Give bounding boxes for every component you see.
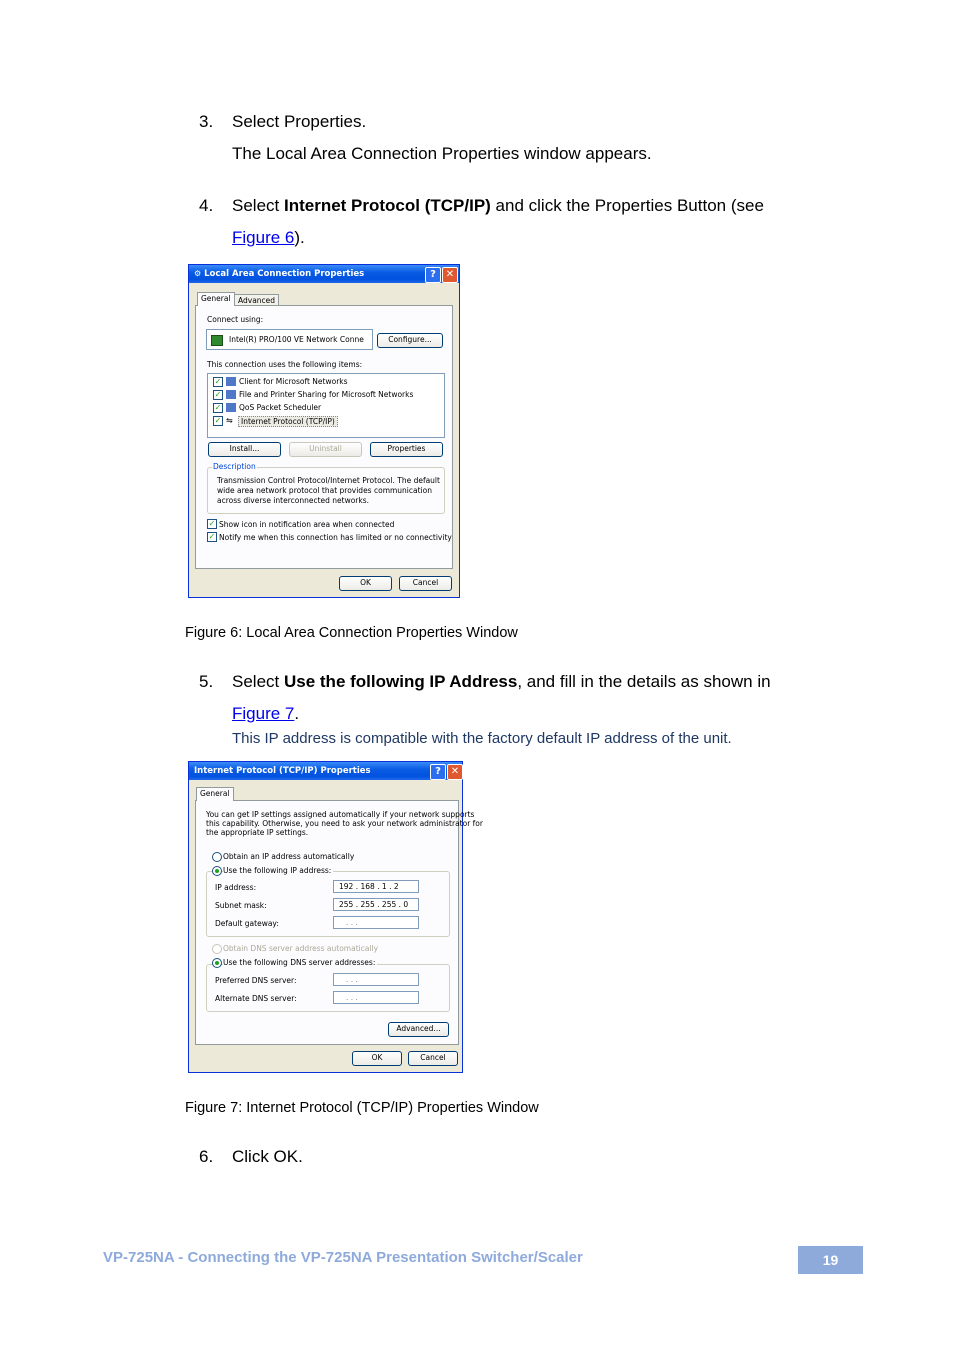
- step-3: [199, 112, 839, 162]
- step-text-pre: Select: [232, 672, 284, 691]
- notify-label: Notify me when this connection has limited or no connectivity: [219, 533, 452, 542]
- figure-7-link[interactable]: Figure 7: [232, 704, 295, 723]
- subnet-mask-label: Subnet mask:: [215, 901, 267, 910]
- dns-group: [206, 964, 450, 1012]
- description-label: Description: [213, 462, 256, 471]
- ok-button[interactable]: OK: [339, 576, 392, 591]
- step-text-end: ).: [294, 228, 305, 247]
- step-number: 5.: [199, 672, 214, 691]
- step-text-end: .: [294, 704, 300, 723]
- adapter-name: Intel(R) PRO/100 VE Network Conne: [229, 335, 364, 344]
- obtain-ip-label: Obtain an IP address automatically: [223, 852, 355, 861]
- alternate-dns-field[interactable]: . . .: [333, 991, 419, 1004]
- step-note: This IP address is compatible with the factory default IP address of the unit.: [232, 730, 732, 747]
- step-subtext: The Local Area Connection Properties window appears.: [232, 144, 652, 163]
- step-text-post: and click the Properties Button (see: [490, 196, 764, 215]
- notify-checkbox[interactable]: ✓: [208, 532, 216, 541]
- description-line: across diverse interconnected networks.: [217, 496, 370, 505]
- step-text-line2: [232, 228, 305, 248]
- step-5: [199, 672, 839, 750]
- step-text-line2: [232, 704, 299, 724]
- tab-general[interactable]: General: [196, 787, 234, 801]
- connect-using-label: Connect using:: [207, 315, 264, 324]
- step-text-pre: Select: [232, 196, 284, 215]
- show-icon-label: Show icon in notification area when connected: [219, 520, 395, 529]
- alternate-dns-label: Alternate DNS server:: [215, 994, 297, 1003]
- figure-7-caption: Figure 7: Internet Protocol (TCP/IP) Properties Window: [185, 1100, 539, 1116]
- step-4: [199, 196, 839, 251]
- page-footer-text: VP-725NA - Connecting the VP-725NA Presentation Switcher/Scaler: [103, 1249, 583, 1266]
- intro-line: the appropriate IP settings.: [206, 828, 309, 837]
- general-panel: [195, 800, 483, 1045]
- obtain-dns-radio[interactable]: [212, 944, 222, 954]
- step-6: [199, 1147, 839, 1169]
- checkbox[interactable]: ✓: [214, 377, 222, 386]
- checkbox[interactable]: ✓: [214, 390, 222, 399]
- properties-button[interactable]: Properties: [370, 442, 443, 457]
- step-text: [232, 196, 764, 216]
- use-dns-label: Use the following DNS server addresses:: [223, 958, 376, 967]
- qos-icon: [226, 403, 236, 412]
- page-number: 19: [798, 1246, 863, 1274]
- description-line: wide area network protocol that provides communication: [217, 486, 432, 495]
- intro-line: this capability. Otherwise, you need to ask your network administrator for: [206, 819, 483, 828]
- list-item[interactable]: Client for Microsoft Networks: [239, 377, 348, 386]
- file-sharing-icon: [226, 390, 236, 399]
- dialog-titlebar: [189, 762, 462, 780]
- list-item-selected[interactable]: Internet Protocol (TCP/IP): [238, 416, 338, 427]
- local-area-connection-properties-dialog: [188, 264, 460, 598]
- default-gateway-label: Default gateway:: [215, 919, 279, 928]
- uninstall-button[interactable]: Uninstall: [289, 442, 362, 457]
- step-number: 4.: [199, 196, 214, 215]
- close-icon[interactable]: ✕: [442, 267, 458, 283]
- show-icon-checkbox[interactable]: ✓: [208, 519, 216, 528]
- install-button[interactable]: Install...: [208, 442, 281, 457]
- dialog-titlebar: [189, 265, 459, 283]
- checkbox[interactable]: ✓: [214, 403, 222, 412]
- figure-6-caption: Figure 6: Local Area Connection Properties Window: [185, 625, 518, 641]
- network-icon: ⚙: [194, 269, 202, 278]
- obtain-ip-radio[interactable]: [212, 852, 222, 862]
- dialog-title: Internet Protocol (TCP/IP) Properties: [194, 766, 371, 776]
- dialog-title: Local Area Connection Properties: [204, 269, 365, 279]
- ok-button[interactable]: OK: [352, 1051, 402, 1066]
- ip-address-field[interactable]: 192 . 168 . 1 . 2: [333, 880, 419, 893]
- close-icon[interactable]: ✕: [447, 764, 463, 780]
- tab-advanced[interactable]: Advanced: [234, 294, 279, 306]
- cancel-button[interactable]: Cancel: [399, 576, 452, 591]
- adapter-field: [206, 329, 373, 350]
- client-icon: [226, 377, 236, 386]
- default-gateway-field[interactable]: . . .: [333, 916, 419, 929]
- use-ip-radio[interactable]: [212, 866, 222, 876]
- description-line: Transmission Control Protocol/Internet Protocol. The default: [217, 476, 440, 485]
- list-item[interactable]: File and Printer Sharing for Microsoft Networks: [239, 390, 414, 399]
- step-text-bold: Internet Protocol (TCP/IP): [283, 196, 491, 215]
- ip-address-label: IP address:: [215, 883, 257, 892]
- protocol-icon: ⇋: [226, 416, 233, 425]
- checkbox[interactable]: ✓: [214, 416, 222, 425]
- preferred-dns-field[interactable]: . . .: [333, 973, 419, 986]
- configure-button[interactable]: Configure...: [377, 333, 443, 348]
- step-text-bold: Use the following IP Address: [283, 672, 518, 691]
- tab-general[interactable]: General: [197, 292, 235, 306]
- subnet-mask-field[interactable]: 255 . 255 . 255 . 0: [333, 898, 419, 911]
- use-ip-label: Use the following IP address:: [223, 866, 332, 875]
- step-text: Select Properties.: [232, 112, 367, 131]
- general-panel: [195, 305, 453, 569]
- list-item[interactable]: QoS Packet Scheduler: [239, 403, 322, 412]
- components-list: [207, 373, 445, 438]
- step-number: 3.: [199, 112, 214, 131]
- help-icon[interactable]: ?: [430, 764, 446, 780]
- preferred-dns-label: Preferred DNS server:: [215, 976, 297, 985]
- step-text-post: , and fill in the details as shown in: [517, 672, 771, 691]
- obtain-dns-label: Obtain DNS server address automatically: [223, 944, 379, 953]
- figure-6-link[interactable]: Figure 6: [232, 228, 295, 247]
- tcpip-properties-dialog: [188, 761, 483, 1073]
- step-text: Click OK.: [232, 1147, 303, 1166]
- advanced-button[interactable]: Advanced...: [388, 1022, 449, 1037]
- cancel-button[interactable]: Cancel: [408, 1051, 458, 1066]
- use-dns-radio[interactable]: [212, 958, 222, 968]
- step-number: 6.: [199, 1147, 214, 1166]
- network-card-icon: [211, 335, 223, 346]
- items-label: This connection uses the following items:: [207, 360, 363, 369]
- help-icon[interactable]: ?: [425, 267, 441, 283]
- intro-line: You can get IP settings assigned automatically if your network supports: [206, 810, 475, 819]
- step-text: [232, 672, 771, 692]
